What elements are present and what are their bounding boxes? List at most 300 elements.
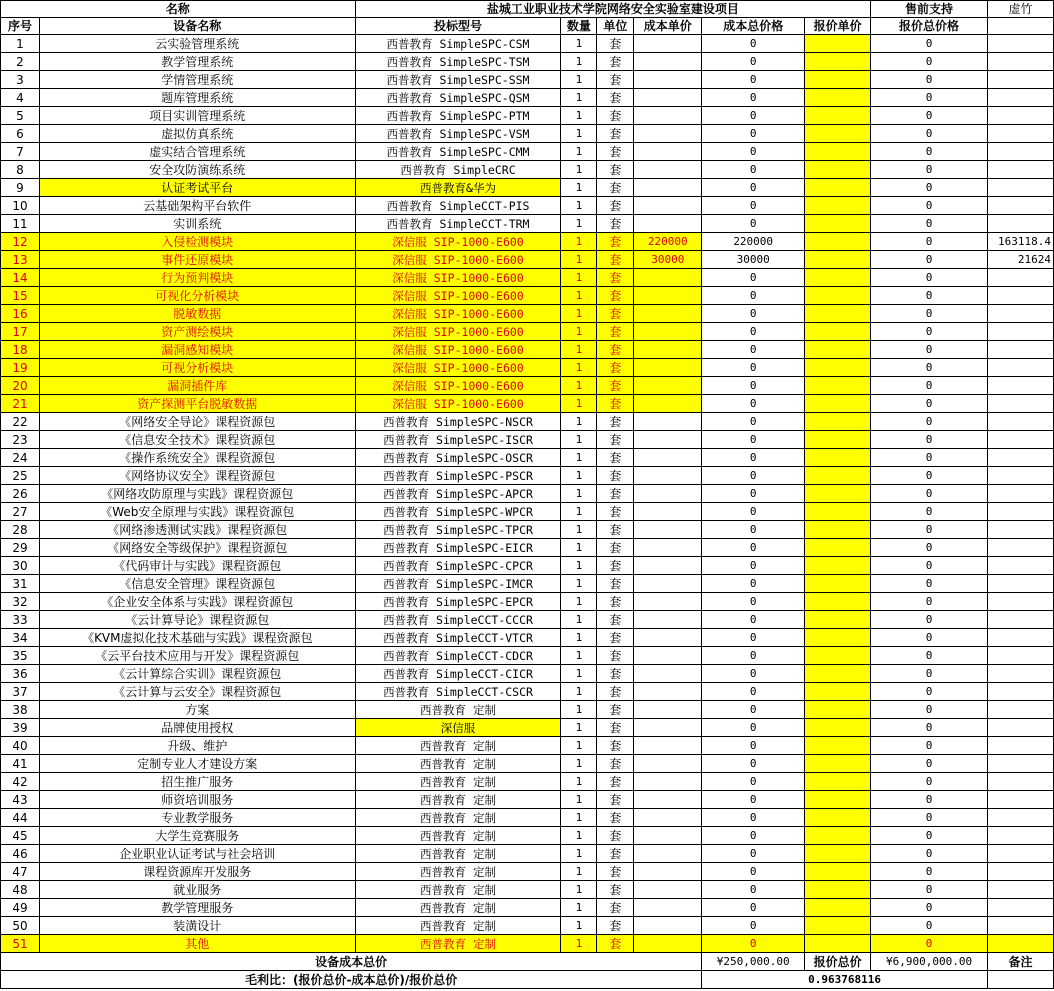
quote-total-cell[interactable]: 0: [871, 35, 988, 53]
quote-total-cell[interactable]: 0: [871, 809, 988, 827]
qty-cell[interactable]: 1: [561, 413, 597, 431]
quote-total-cell[interactable]: 0: [871, 575, 988, 593]
cost-unit-cell[interactable]: [634, 917, 702, 935]
note-cell[interactable]: [987, 359, 1053, 377]
qty-cell[interactable]: 1: [561, 863, 597, 881]
quote-total-cell[interactable]: 0: [871, 215, 988, 233]
margin-value[interactable]: 0.963768116: [702, 971, 988, 989]
seq-cell[interactable]: 4: [1, 89, 40, 107]
unit-cell[interactable]: 套: [597, 395, 634, 413]
device-name-cell[interactable]: 项目实训管理系统: [39, 107, 355, 125]
quote-unit-cell[interactable]: [805, 35, 871, 53]
quote-unit-cell[interactable]: [805, 755, 871, 773]
quote-total-cell[interactable]: 0: [871, 611, 988, 629]
unit-cell[interactable]: 套: [597, 593, 634, 611]
device-name-cell[interactable]: 漏洞插件库: [39, 377, 355, 395]
cost-total-cell[interactable]: 0: [702, 737, 805, 755]
cost-total-cell[interactable]: 0: [702, 305, 805, 323]
model-cell[interactable]: 西普教育 SimpleCCT-TRM: [355, 215, 561, 233]
quote-unit-cell[interactable]: [805, 737, 871, 755]
quote-total-cell[interactable]: 0: [871, 53, 988, 71]
seq-cell[interactable]: 42: [1, 773, 40, 791]
cost-total-cell[interactable]: 0: [702, 917, 805, 935]
unit-cell[interactable]: 套: [597, 233, 634, 251]
qty-cell[interactable]: 1: [561, 683, 597, 701]
cost-total-cell[interactable]: 0: [702, 395, 805, 413]
cost-total-cell[interactable]: 0: [702, 449, 805, 467]
quote-total-cell[interactable]: 0: [871, 251, 988, 269]
quote-unit-cell[interactable]: [805, 665, 871, 683]
qty-cell[interactable]: 1: [561, 521, 597, 539]
device-name-cell[interactable]: 云实验管理系统: [39, 35, 355, 53]
device-name-cell[interactable]: 《网络协议安全》课程资源包: [39, 467, 355, 485]
quote-total-cell[interactable]: 0: [871, 557, 988, 575]
quote-unit-cell[interactable]: [805, 341, 871, 359]
device-name-cell[interactable]: 可视分析模块: [39, 359, 355, 377]
qty-cell[interactable]: 1: [561, 629, 597, 647]
quote-unit-cell[interactable]: [805, 593, 871, 611]
quote-unit-cell[interactable]: [805, 899, 871, 917]
model-cell[interactable]: 深信服 SIP-1000-E600: [355, 341, 561, 359]
note-cell[interactable]: [987, 287, 1053, 305]
cost-total-value[interactable]: ¥250,000.00: [702, 953, 805, 971]
cost-total-cell[interactable]: 0: [702, 467, 805, 485]
quote-total-cell[interactable]: 0: [871, 287, 988, 305]
cost-total-cell[interactable]: 0: [702, 71, 805, 89]
cost-total-cell[interactable]: 0: [702, 521, 805, 539]
device-name-cell[interactable]: 事件还原模块: [39, 251, 355, 269]
note-cell[interactable]: [987, 449, 1053, 467]
unit-cell[interactable]: 套: [597, 35, 634, 53]
model-cell[interactable]: 西普教育 SimpleSPC-WPCR: [355, 503, 561, 521]
note-cell[interactable]: [987, 773, 1053, 791]
quote-total-cell[interactable]: 0: [871, 395, 988, 413]
unit-cell[interactable]: 套: [597, 251, 634, 269]
seq-cell[interactable]: 36: [1, 665, 40, 683]
cost-unit-cell[interactable]: [634, 521, 702, 539]
seq-cell[interactable]: 18: [1, 341, 40, 359]
note-cell[interactable]: [987, 323, 1053, 341]
presale-header[interactable]: 售前支持: [871, 1, 988, 18]
note-cell[interactable]: [987, 755, 1053, 773]
col-cost-unit[interactable]: 成本单价: [634, 18, 702, 35]
device-name-cell[interactable]: 《KVM虚拟化技术基础与实践》课程资源包: [39, 629, 355, 647]
cost-unit-cell[interactable]: [634, 413, 702, 431]
cost-unit-cell[interactable]: [634, 773, 702, 791]
note-cell[interactable]: 21624: [987, 251, 1053, 269]
note-cell[interactable]: [987, 899, 1053, 917]
qty-cell[interactable]: 1: [561, 935, 597, 953]
device-name-cell[interactable]: 专业教学服务: [39, 809, 355, 827]
cost-unit-cell[interactable]: [634, 827, 702, 845]
note-cell[interactable]: [987, 881, 1053, 899]
quote-total-cell[interactable]: 0: [871, 449, 988, 467]
cost-unit-cell[interactable]: [634, 305, 702, 323]
cost-unit-cell[interactable]: [634, 143, 702, 161]
cost-total-cell[interactable]: 0: [702, 287, 805, 305]
quote-total-cell[interactable]: 0: [871, 881, 988, 899]
cost-unit-cell[interactable]: [634, 719, 702, 737]
seq-cell[interactable]: 46: [1, 845, 40, 863]
seq-cell[interactable]: 25: [1, 467, 40, 485]
seq-cell[interactable]: 45: [1, 827, 40, 845]
model-cell[interactable]: 西普教育 SimpleSPC-EICR: [355, 539, 561, 557]
device-name-cell[interactable]: 《云平台技术应用与开发》课程资源包: [39, 647, 355, 665]
unit-cell[interactable]: 套: [597, 917, 634, 935]
model-cell[interactable]: 西普教育 SimpleSPC-PSCR: [355, 467, 561, 485]
margin-label[interactable]: 毛利比：(报价总价-成本总价)/报价总价: [1, 971, 702, 989]
quote-unit-cell[interactable]: [805, 323, 871, 341]
quote-total-cell[interactable]: 0: [871, 107, 988, 125]
device-name-cell[interactable]: 虚实结合管理系统: [39, 143, 355, 161]
quote-unit-cell[interactable]: [805, 629, 871, 647]
col-qty[interactable]: 数量: [561, 18, 597, 35]
note-cell[interactable]: [987, 179, 1053, 197]
cost-total-cell[interactable]: 0: [702, 863, 805, 881]
note-cell[interactable]: 163118.4: [987, 233, 1053, 251]
quote-unit-cell[interactable]: [805, 917, 871, 935]
model-cell[interactable]: 西普教育 定制: [355, 863, 561, 881]
cost-total-cell[interactable]: 0: [702, 665, 805, 683]
note-cell[interactable]: [987, 737, 1053, 755]
unit-cell[interactable]: 套: [597, 935, 634, 953]
seq-cell[interactable]: 38: [1, 701, 40, 719]
name-group-header[interactable]: 名称: [1, 1, 356, 18]
qty-cell[interactable]: 1: [561, 809, 597, 827]
qty-cell[interactable]: 1: [561, 647, 597, 665]
seq-cell[interactable]: 8: [1, 161, 40, 179]
seq-cell[interactable]: 35: [1, 647, 40, 665]
note-cell[interactable]: [987, 467, 1053, 485]
unit-cell[interactable]: 套: [597, 323, 634, 341]
quote-unit-cell[interactable]: [805, 521, 871, 539]
model-cell[interactable]: 西普教育 SimpleSPC-OSCR: [355, 449, 561, 467]
unit-cell[interactable]: 套: [597, 215, 634, 233]
quote-total-cell[interactable]: 0: [871, 71, 988, 89]
quote-unit-cell[interactable]: [805, 359, 871, 377]
qty-cell[interactable]: 1: [561, 503, 597, 521]
qty-cell[interactable]: 1: [561, 143, 597, 161]
seq-cell[interactable]: 31: [1, 575, 40, 593]
qty-cell[interactable]: 1: [561, 827, 597, 845]
note-cell[interactable]: [987, 89, 1053, 107]
cost-total-cell[interactable]: 0: [702, 593, 805, 611]
qty-cell[interactable]: 1: [561, 431, 597, 449]
seq-cell[interactable]: 39: [1, 719, 40, 737]
cost-total-cell[interactable]: 0: [702, 485, 805, 503]
unit-cell[interactable]: 套: [597, 773, 634, 791]
quote-total-cell[interactable]: 0: [871, 539, 988, 557]
unit-cell[interactable]: 套: [597, 665, 634, 683]
note-cell[interactable]: [987, 917, 1053, 935]
quote-total-cell[interactable]: 0: [871, 323, 988, 341]
model-cell[interactable]: 西普教育 定制: [355, 809, 561, 827]
cost-total-cell[interactable]: 0: [702, 341, 805, 359]
quote-unit-cell[interactable]: [805, 881, 871, 899]
device-name-cell[interactable]: 师资培训服务: [39, 791, 355, 809]
model-cell[interactable]: 西普教育 SimpleSPC-PTM: [355, 107, 561, 125]
quote-unit-cell[interactable]: [805, 305, 871, 323]
cost-unit-cell[interactable]: [634, 107, 702, 125]
device-name-cell[interactable]: 《企业安全体系与实践》课程资源包: [39, 593, 355, 611]
unit-cell[interactable]: 套: [597, 89, 634, 107]
device-name-cell[interactable]: 云基础架构平台软件: [39, 197, 355, 215]
note-cell[interactable]: [987, 485, 1053, 503]
note-cell[interactable]: [987, 629, 1053, 647]
model-cell[interactable]: 西普教育 SimpleSPC-VSM: [355, 125, 561, 143]
device-name-cell[interactable]: 《信息安全技术》课程资源包: [39, 431, 355, 449]
cost-total-cell[interactable]: 0: [702, 179, 805, 197]
quote-total-cell[interactable]: 0: [871, 485, 988, 503]
qty-cell[interactable]: 1: [561, 755, 597, 773]
quote-unit-cell[interactable]: [805, 683, 871, 701]
col-note[interactable]: [987, 18, 1053, 35]
device-name-cell[interactable]: 虚拟仿真系统: [39, 125, 355, 143]
qty-cell[interactable]: 1: [561, 377, 597, 395]
quote-total-label[interactable]: 报价总价: [805, 953, 871, 971]
quote-total-cell[interactable]: 0: [871, 863, 988, 881]
quote-total-cell[interactable]: 0: [871, 791, 988, 809]
qty-cell[interactable]: 1: [561, 845, 597, 863]
qty-cell[interactable]: 1: [561, 35, 597, 53]
seq-cell[interactable]: 3: [1, 71, 40, 89]
qty-cell[interactable]: 1: [561, 719, 597, 737]
note-cell[interactable]: [987, 377, 1053, 395]
quote-total-cell[interactable]: 0: [871, 683, 988, 701]
device-name-cell[interactable]: 定制专业人才建设方案: [39, 755, 355, 773]
model-cell[interactable]: 西普教育 SimpleCCT-VTCR: [355, 629, 561, 647]
device-name-cell[interactable]: 入侵检测模块: [39, 233, 355, 251]
model-cell[interactable]: 西普教育 SimpleCCT-CCCR: [355, 611, 561, 629]
unit-cell[interactable]: 套: [597, 791, 634, 809]
note-cell[interactable]: [987, 539, 1053, 557]
seq-cell[interactable]: 23: [1, 431, 40, 449]
quote-unit-cell[interactable]: [805, 179, 871, 197]
quote-unit-cell[interactable]: [805, 233, 871, 251]
cost-total-cell[interactable]: 0: [702, 431, 805, 449]
unit-cell[interactable]: 套: [597, 845, 634, 863]
cost-total-cell[interactable]: 0: [702, 935, 805, 953]
cost-total-cell[interactable]: 0: [702, 377, 805, 395]
model-cell[interactable]: 西普教育&华为: [355, 179, 561, 197]
cost-unit-cell[interactable]: [634, 647, 702, 665]
quote-total-cell[interactable]: 0: [871, 359, 988, 377]
qty-cell[interactable]: 1: [561, 899, 597, 917]
device-name-cell[interactable]: 教学管理系统: [39, 53, 355, 71]
device-name-cell[interactable]: 教学管理服务: [39, 899, 355, 917]
quote-unit-cell[interactable]: [805, 395, 871, 413]
note-cell[interactable]: [987, 125, 1053, 143]
col-model[interactable]: 投标型号: [355, 18, 561, 35]
quote-unit-cell[interactable]: [805, 539, 871, 557]
cost-unit-cell[interactable]: [634, 629, 702, 647]
model-cell[interactable]: 西普教育 定制: [355, 845, 561, 863]
cost-unit-cell[interactable]: 220000: [634, 233, 702, 251]
seq-cell[interactable]: 41: [1, 755, 40, 773]
col-quote-total[interactable]: 报价总价格: [871, 18, 988, 35]
cost-unit-cell[interactable]: [634, 845, 702, 863]
seq-cell[interactable]: 48: [1, 881, 40, 899]
qty-cell[interactable]: 1: [561, 251, 597, 269]
device-name-cell[interactable]: 方案: [39, 701, 355, 719]
device-name-cell[interactable]: 行为预判模块: [39, 269, 355, 287]
seq-cell[interactable]: 40: [1, 737, 40, 755]
seq-cell[interactable]: 15: [1, 287, 40, 305]
seq-cell[interactable]: 1: [1, 35, 40, 53]
cost-total-cell[interactable]: 220000: [702, 233, 805, 251]
quote-total-cell[interactable]: 0: [871, 755, 988, 773]
model-cell[interactable]: 深信服 SIP-1000-E600: [355, 269, 561, 287]
unit-cell[interactable]: 套: [597, 107, 634, 125]
unit-cell[interactable]: 套: [597, 503, 634, 521]
model-cell[interactable]: 西普教育 SimpleSPC-IMCR: [355, 575, 561, 593]
cost-unit-cell[interactable]: [634, 71, 702, 89]
quote-total-cell[interactable]: 0: [871, 935, 988, 953]
note-cell[interactable]: [987, 575, 1053, 593]
unit-cell[interactable]: 套: [597, 197, 634, 215]
qty-cell[interactable]: 1: [561, 917, 597, 935]
model-cell[interactable]: 西普教育 定制: [355, 935, 561, 953]
seq-cell[interactable]: 43: [1, 791, 40, 809]
quote-total-cell[interactable]: 0: [871, 89, 988, 107]
quote-unit-cell[interactable]: [805, 485, 871, 503]
qty-cell[interactable]: 1: [561, 161, 597, 179]
unit-cell[interactable]: 套: [597, 359, 634, 377]
seq-cell[interactable]: 21: [1, 395, 40, 413]
remark-label[interactable]: 备注: [987, 953, 1053, 971]
quote-unit-cell[interactable]: [805, 647, 871, 665]
quote-total-cell[interactable]: 0: [871, 899, 988, 917]
quote-total-cell[interactable]: 0: [871, 503, 988, 521]
model-cell[interactable]: 西普教育 SimpleCCT-CSCR: [355, 683, 561, 701]
note-cell[interactable]: [987, 863, 1053, 881]
quote-total-cell[interactable]: 0: [871, 773, 988, 791]
seq-cell[interactable]: 11: [1, 215, 40, 233]
note-cell[interactable]: [987, 161, 1053, 179]
cost-unit-cell[interactable]: 30000: [634, 251, 702, 269]
cost-unit-cell[interactable]: [634, 161, 702, 179]
seq-cell[interactable]: 30: [1, 557, 40, 575]
quote-unit-cell[interactable]: [805, 773, 871, 791]
unit-cell[interactable]: 套: [597, 485, 634, 503]
note-cell[interactable]: [987, 593, 1053, 611]
quote-total-cell[interactable]: 0: [871, 719, 988, 737]
model-cell[interactable]: 西普教育 定制: [355, 701, 561, 719]
note-cell[interactable]: [987, 665, 1053, 683]
note-cell[interactable]: [987, 845, 1053, 863]
seq-cell[interactable]: 13: [1, 251, 40, 269]
unit-cell[interactable]: 套: [597, 431, 634, 449]
device-name-cell[interactable]: 招生推广服务: [39, 773, 355, 791]
quote-unit-cell[interactable]: [805, 413, 871, 431]
device-name-cell[interactable]: 题库管理系统: [39, 89, 355, 107]
qty-cell[interactable]: 1: [561, 449, 597, 467]
cost-total-cell[interactable]: 0: [702, 575, 805, 593]
cost-unit-cell[interactable]: [634, 575, 702, 593]
seq-cell[interactable]: 44: [1, 809, 40, 827]
quote-unit-cell[interactable]: [805, 467, 871, 485]
cost-total-cell[interactable]: 0: [702, 899, 805, 917]
device-name-cell[interactable]: 课程资源库开发服务: [39, 863, 355, 881]
note-cell[interactable]: [987, 647, 1053, 665]
note-cell[interactable]: [987, 791, 1053, 809]
note-cell[interactable]: [987, 827, 1053, 845]
quote-unit-cell[interactable]: [805, 143, 871, 161]
qty-cell[interactable]: 1: [561, 215, 597, 233]
cost-unit-cell[interactable]: [634, 341, 702, 359]
device-name-cell[interactable]: 安全攻防演练系统: [39, 161, 355, 179]
unit-cell[interactable]: 套: [597, 827, 634, 845]
device-name-cell[interactable]: 《网络安全等级保护》课程资源包: [39, 539, 355, 557]
quote-total-cell[interactable]: 0: [871, 305, 988, 323]
cost-unit-cell[interactable]: [634, 269, 702, 287]
quote-unit-cell[interactable]: [805, 575, 871, 593]
note-cell[interactable]: [987, 215, 1053, 233]
unit-cell[interactable]: 套: [597, 377, 634, 395]
cost-unit-cell[interactable]: [634, 611, 702, 629]
seq-cell[interactable]: 49: [1, 899, 40, 917]
device-name-cell[interactable]: 《信息安全管理》课程资源包: [39, 575, 355, 593]
device-name-cell[interactable]: 《Web安全原理与实践》课程资源包: [39, 503, 355, 521]
model-cell[interactable]: 西普教育 SimpleSPC-ISCR: [355, 431, 561, 449]
qty-cell[interactable]: 1: [561, 881, 597, 899]
cost-total-cell[interactable]: 0: [702, 413, 805, 431]
note-cell[interactable]: [987, 143, 1053, 161]
qty-cell[interactable]: 1: [561, 665, 597, 683]
seq-cell[interactable]: 12: [1, 233, 40, 251]
model-cell[interactable]: 深信服 SIP-1000-E600: [355, 377, 561, 395]
note-cell[interactable]: [987, 935, 1053, 953]
device-name-cell[interactable]: 装潢设计: [39, 917, 355, 935]
device-name-cell[interactable]: 《网络渗透测试实践》课程资源包: [39, 521, 355, 539]
cost-unit-cell[interactable]: [634, 449, 702, 467]
quote-total-cell[interactable]: 0: [871, 701, 988, 719]
cost-total-cell[interactable]: 0: [702, 503, 805, 521]
note-cell[interactable]: [987, 611, 1053, 629]
unit-cell[interactable]: 套: [597, 809, 634, 827]
cost-total-cell[interactable]: 0: [702, 773, 805, 791]
cost-unit-cell[interactable]: [634, 557, 702, 575]
quote-total-cell[interactable]: 0: [871, 269, 988, 287]
cost-total-cell[interactable]: 0: [702, 791, 805, 809]
cost-unit-cell[interactable]: [634, 737, 702, 755]
device-name-cell[interactable]: 就业服务: [39, 881, 355, 899]
cost-total-cell[interactable]: 0: [702, 701, 805, 719]
cost-unit-cell[interactable]: [634, 701, 702, 719]
cost-unit-cell[interactable]: [634, 935, 702, 953]
unit-cell[interactable]: 套: [597, 719, 634, 737]
unit-cell[interactable]: 套: [597, 647, 634, 665]
qty-cell[interactable]: 1: [561, 53, 597, 71]
seq-cell[interactable]: 5: [1, 107, 40, 125]
model-cell[interactable]: 西普教育 SimpleCRC: [355, 161, 561, 179]
device-name-cell[interactable]: 学情管理系统: [39, 71, 355, 89]
cost-total-cell[interactable]: 0: [702, 845, 805, 863]
model-cell[interactable]: 西普教育 SimpleSPC-SSM: [355, 71, 561, 89]
cost-unit-cell[interactable]: [634, 467, 702, 485]
model-cell[interactable]: 深信服: [355, 719, 561, 737]
unit-cell[interactable]: 套: [597, 521, 634, 539]
model-cell[interactable]: 深信服 SIP-1000-E600: [355, 323, 561, 341]
margin-note[interactable]: [987, 971, 1053, 989]
quote-total-cell[interactable]: 0: [871, 917, 988, 935]
model-cell[interactable]: 深信服 SIP-1000-E600: [355, 395, 561, 413]
model-cell[interactable]: 西普教育 SimpleCCT-PIS: [355, 197, 561, 215]
quote-unit-cell[interactable]: [805, 449, 871, 467]
model-cell[interactable]: 西普教育 SimpleSPC-TSM: [355, 53, 561, 71]
quote-unit-cell[interactable]: [805, 431, 871, 449]
unit-cell[interactable]: 套: [597, 413, 634, 431]
